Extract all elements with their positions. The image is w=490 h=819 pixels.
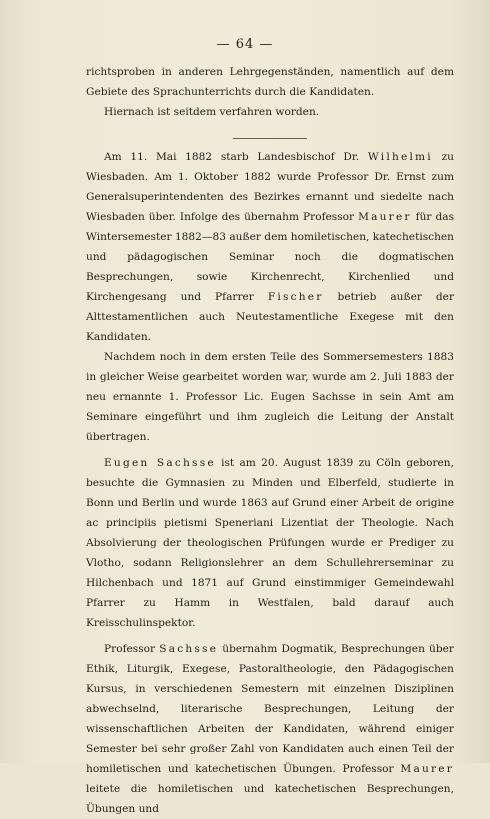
paragraph: Nachdem noch in dem ersten Teile des Sommersemesters 1883 in gleicher Weise gearbeitet worden war, wurde am 2. Juli 1883 der neu ernannte 1. Professor Lic. Eugen Sachsse in sein Amt am Seminare eingeführt und ihm zugleich die Leitung der Anstalt übertragen. (86, 351, 454, 443)
person-name: Maurer (358, 211, 412, 223)
page-number: — 64 — (216, 37, 274, 52)
text-run: für das Wintersemester 1882—83 außer dem homiletischen, katechetischen und pädagogischen Seminar noch die dogmatischen Besprechungen, sowie Kirchenrecht, Kirchenlied und Kirchengesang und Pfarrer (86, 211, 455, 303)
paragraph: richtsproben in anderen Lehrgegenständen, namentlich auf dem Gebiete des Sprachunterrichts durch die Kandidaten. (86, 66, 454, 98)
text-run: zu Wiesbaden. Am 1. Oktober 1882 wurde Professor Dr. Ernst zum Generalsuperintendenten des Bezirkes ernannt und siedelte nach Wiesbaden über. Infolge des übernahm Professor (86, 151, 454, 223)
paragraph (86, 639, 454, 819)
person-name: Maurer (400, 763, 454, 775)
paragraph (86, 147, 454, 347)
text-run: Am 11. Mai 1882 starb Landesbischof Dr. (104, 151, 368, 163)
person-name: Sachsse (159, 643, 219, 655)
paragraph (86, 453, 454, 633)
text-run: übernahm Dogmatik, Besprechungen über Ethik, Liturgik, Exegese, Pastoraltheologie, den Pädagogischen Kursus, in verschiedenen Semestern mit einzelnen Disziplinen abwechselnd, literarische Besprechungen, Leitung der wissenschaftlichen Arbeiten der Kandidaten, während einiger Semester bei sehr großer Zahl von Kandidaten auch einen Teil der homiletischen und katechetischen Übungen. Professor (86, 643, 454, 775)
text-run: betrieb außer der Alttestamentlichen auch Neutestamentliche Exegese mit den Kandidaten. (86, 291, 455, 343)
text-run: ist am 20. August 1839 zu Cöln geboren, besuchte die Gymnasien zu Minden und Elberfeld, studierte in Bonn und Berlin und wurde 1863 auf Grund einer Arbeit de origine ac principiis pietismi Speneriani Lizentiat der Theologie. Nach Absolvierung der theologischen Prüfungen wurde er Prediger zu Vlotho, sodann Religionslehrer an dem Schullehrerseminar zu Hilchenbach und 1871 auf Grund einstimmiger Gemeindewahl Pfarrer zu Hamm in Westfalen, bald darauf auch Kreisschulinspektor. (86, 457, 454, 629)
person-name: Wilhelmi (367, 151, 433, 163)
person-name: Fischer (267, 291, 324, 303)
paragraph: Hiernach ist seitdem verfahren worden. (104, 106, 320, 118)
text-run: Professor (104, 643, 160, 655)
section-divider (233, 138, 307, 139)
text-run: leitete die homiletischen und katechetischen Besprechungen, Übungen und (86, 783, 454, 815)
person-name: Eugen Sachsse (104, 457, 216, 469)
page-body (86, 62, 454, 819)
